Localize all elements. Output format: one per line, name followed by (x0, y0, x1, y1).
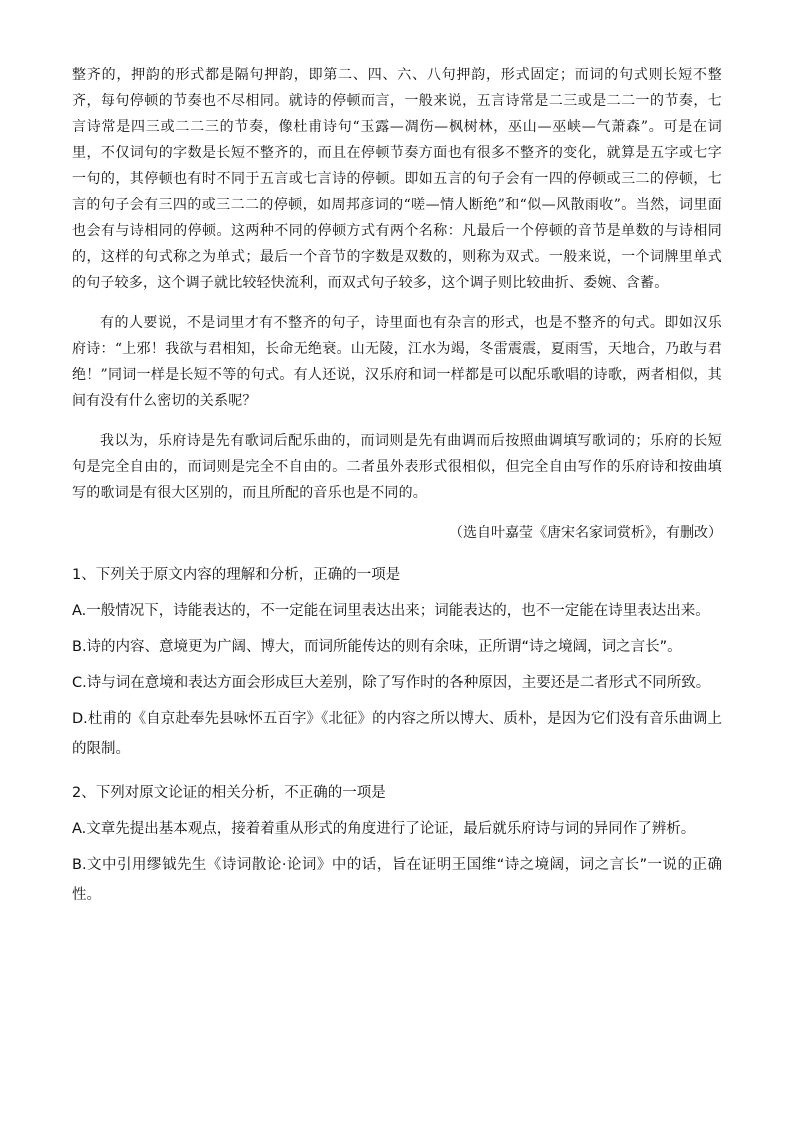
question-2 (72, 778, 722, 910)
question-2-option-b: B.文中引用缪钺先生《诗词散论·论词》中的话，旨在证明王国维“诗之境阔，词之言长”一说的正确性。 (72, 857, 722, 903)
question-1-option-a: A.一般情况下，诗能表达的，不一定能在词里表达出来；词能表达的，也不一定能在诗里表达出来。 (72, 603, 710, 619)
passage-paragraph-2: 有的人要说，不是词里才有不整齐的句子，诗里面也有杂言的形式，也是不整齐的句式。即如汉乐府诗：“上邪！我欲与君相知，长命无绝衰。山无陵，江水为竭，冬雷震震，夏雨雪，天地合，乃敢与君绝！”同词一样是长短不等的句式。有人还说，汉乐府和词一样都是可以配乐歌唱的诗歌，两者相似，其间有没有什么密切的关系呢？ (72, 315, 722, 409)
question-1-option-c: C.诗与词在意境和表达方面会形成巨大差别，除了写作时的各种原因，主要还是二者形式不同所致。 (72, 675, 711, 691)
exam-page (72, 62, 722, 910)
question-1 (72, 560, 722, 764)
question-1-option-d: D.杜甫的《自京赴奉先县咏怀五百字》《北征》的内容之所以博大、质朴，是因为它们没有音乐曲调上的限制。 (72, 711, 722, 757)
reading-passage (72, 62, 722, 546)
passage-paragraph-1: 整齐的，押韵的形式都是隔句押韵，即第二、四、六、八句押韵，形式固定；而词的句式则长短不整齐，每句停顿的节奏也不尽相同。就诗的停顿而言，一般来说，五言诗常是二三或是二二一的节奏，七言诗常是四三或二二三的节奏，像杜甫诗句“玉露—凋伤—枫树林，巫山—巫峡—气萧森”。可是在词里，不仅词句的字数是长短不整齐的，而且在停顿节奏方面也有很多不整齐的变化，就算是五字或七字一句的，其停顿也有时不同于五言或七言诗的停顿。即如五言的句子会有一四的停顿或三二的停顿，七言的句子会有三四的或三二二的停顿，如周邦彦词的“嗟—情人断绝”和“似—风散雨收”。当然，词里面也会有与诗相同的停顿。这两种不同的停顿方式有两个名称：凡最后一个停顿的音节是单数的与诗相同的，这样的句式称之为单式；最后一个音节的字数是双数的，则称为双式。一般来说，一个词牌里单式的句子较多，这个调子就比较轻快流利，而双式句子较多，这个调子则比较曲折、委婉、含蓄。 (72, 67, 722, 291)
question-1-stem: 1、下列关于原文内容的理解和分析，正确的一项是 (72, 567, 401, 583)
question-1-option-b: B.诗的内容、意境更为广阔、博大，而词所能传达的则有余味，正所谓“诗之境阔，词之言长”。 (72, 639, 682, 655)
passage-paragraph-3: 我以为，乐府诗是先有歌词后配乐曲的，而词则是先有曲调而后按照曲调填写歌词的；乐府的长短句是完全自由的，而词则是完全不自由的。二者虽外表形式很相似，但完全自由写作的乐府诗和按曲填写的歌词是有很大区别的，而且所配的音乐也是不同的。 (72, 433, 722, 501)
question-2-stem: 2、下列对原文论证的相关分析，不正确的一项是 (72, 785, 386, 801)
passage-source: （选自叶嘉莹《唐宋名家词赏析》，有删改） (449, 525, 722, 541)
question-2-option-a: A.文章先提出基本观点，接着着重从形式的角度进行了论证，最后就乐府诗与词的异同作了辨析。 (72, 821, 696, 837)
